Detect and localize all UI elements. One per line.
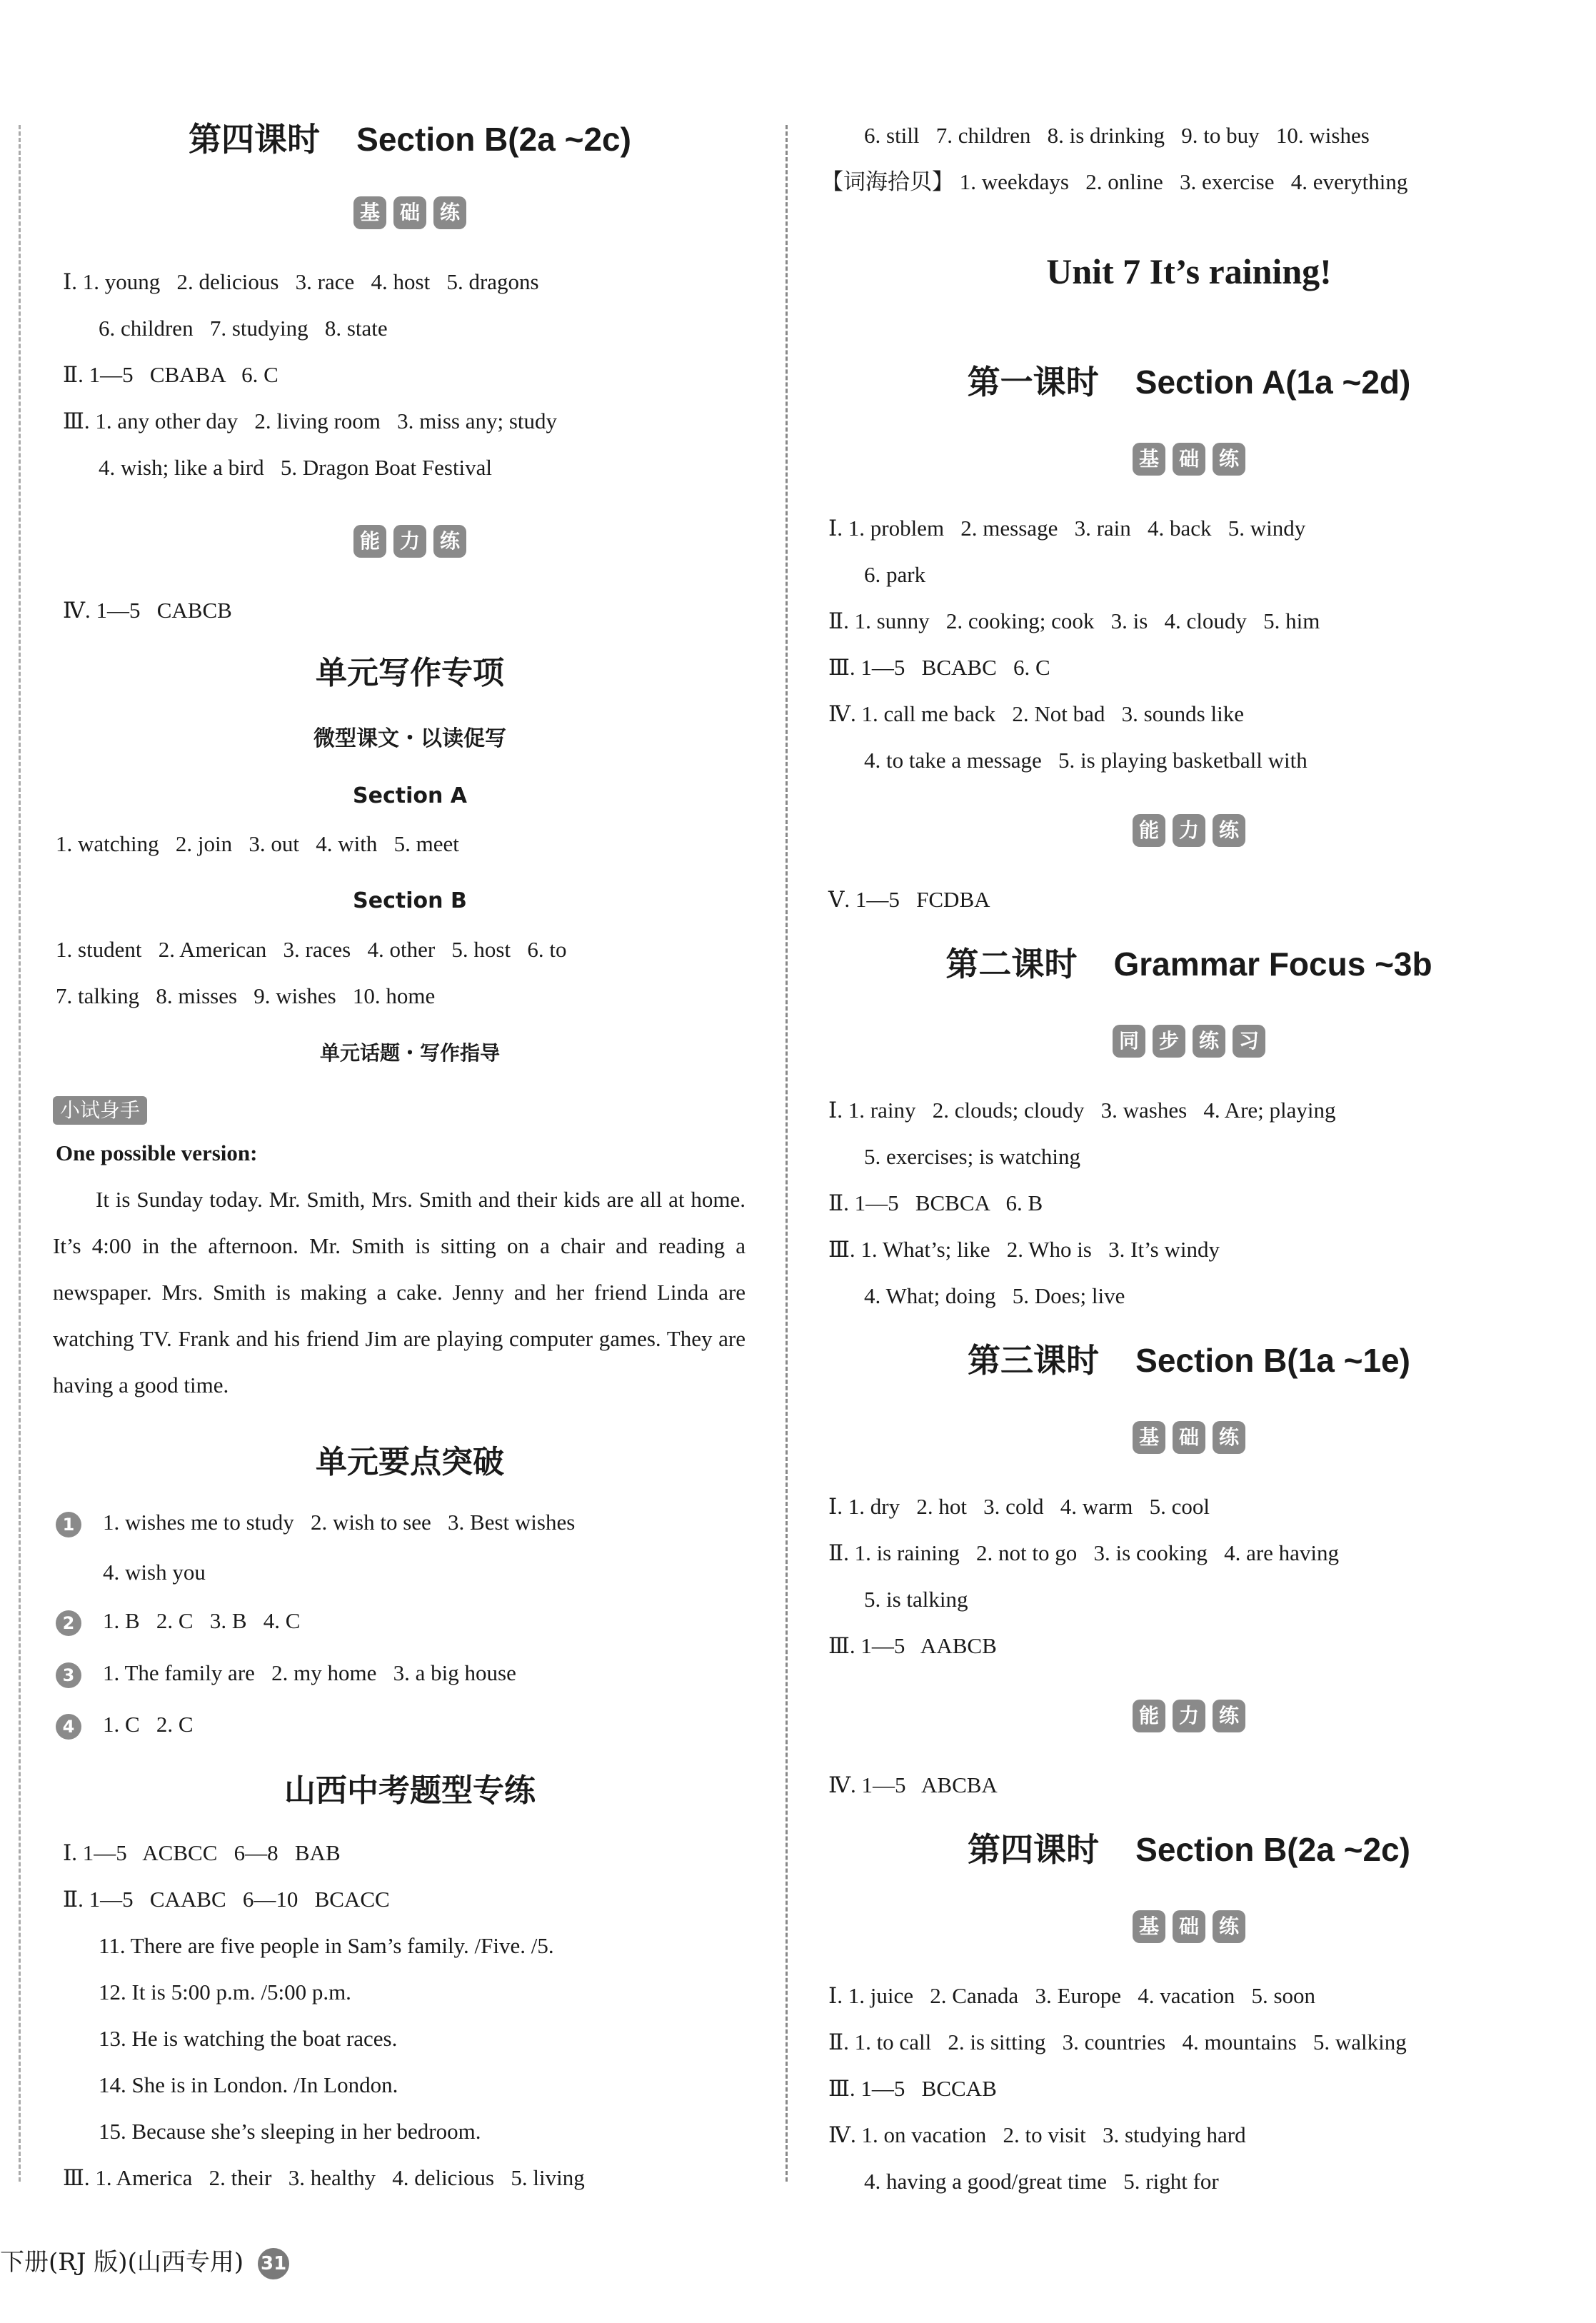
lesson-title: 第二课时 Grammar Focus ~3b (945, 945, 1432, 983)
answer-line: Ⅰ. 1. rainy 2. clouds; cloudy 3. washes 4. Are; playing (828, 1098, 1336, 1123)
answer-line: Ⅰ. 1. young 2. delicious 3. race 4. host 5. dragons (63, 269, 539, 294)
answer-line: 11. There are five people in Sam’s family. /Five. /5. (99, 1933, 554, 1958)
answer-line: Ⅴ. 1—5 FCDBA (828, 887, 990, 912)
answer-line: 5. is talking (864, 1587, 968, 1612)
answer-line: Ⅲ. 1—5 BCCAB (828, 2076, 997, 2101)
key-point-row: 4. wish you (103, 1560, 206, 1585)
answer-line: 14. She is in London. /In London. (99, 2072, 398, 2097)
answer-line: Ⅳ. 1. on vacation 2. to visit 3. studying hard (828, 2122, 1246, 2147)
answer-line: Ⅰ. 1. problem 2. message 3. rain 4. back 5. windy (828, 516, 1306, 541)
ability-practice-badge: 能 力 练 (53, 525, 767, 561)
topic-subtitle: 单元话题・写作指导 (319, 1041, 500, 1065)
answer-line: Ⅱ. 1—5 CBABA 6. C (63, 362, 278, 387)
key-point-row: 2 1. B 2. C 3. B 4. C (56, 1607, 300, 1636)
answer-line: Ⅱ. 1. sunny 2. cooking; cook 3. is 4. cloudy 5. him (828, 608, 1320, 633)
basic-practice-badge: 基 础 练 (821, 1421, 1557, 1457)
basic-practice-badge: 基 础 练 (821, 1910, 1557, 1946)
answer-line: Ⅱ. 1—5 CAABC 6—10 BCACC (63, 1887, 390, 1912)
unit-title: Unit 7 It’s raining! (1046, 251, 1332, 291)
basic-practice-badge: 基 础 练 (53, 196, 767, 232)
answer-line: 6. children 7. studying 8. state (99, 316, 388, 341)
section-b-label: Section B (353, 888, 467, 913)
answer-line: Ⅰ. 1—5 ACBCC 6—8 BAB (63, 1840, 341, 1865)
footer-text: 下册(RJ 版)(山西专用) (0, 2248, 244, 2277)
sync-practice-badge: 同 步 练 习 (821, 1025, 1557, 1060)
page-number: 31 (258, 2248, 289, 2279)
answer-line: Ⅲ. 1. any other day 2. living room 3. miss any; study (63, 408, 558, 433)
answer-line: 4. wish; like a bird 5. Dragon Boat Festival (99, 455, 493, 480)
answer-line: Ⅳ. 1. call me back 2. Not bad 3. sounds like (828, 701, 1244, 726)
number-circle: 1 (56, 1512, 81, 1537)
ability-practice-badge: 能 力 练 (821, 1700, 1557, 1735)
ability-practice-badge: 能 力 练 (821, 814, 1557, 850)
answer-line: Ⅱ. 1—5 BCBCA 6. B (828, 1190, 1043, 1215)
number-circle: 2 (56, 1610, 81, 1636)
key-points-title: 单元要点突破 (316, 1444, 504, 1480)
answer-line: Ⅱ. 1. is raining 2. not to go 3. is cooking 4. are having (828, 1540, 1340, 1565)
lesson-title: 第一课时 Section A(1a ~2d) (967, 363, 1411, 401)
basic-practice-badge: 基 础 练 (821, 443, 1557, 478)
writing-section-title: 单元写作专项 (316, 655, 504, 691)
answer-line: Ⅲ. 1—5 BCABC 6. C (828, 655, 1050, 680)
number-circle: 4 (56, 1714, 81, 1740)
page-footer (0, 2242, 289, 2279)
answer-line: 1. student 2. American 3. races 4. other 5. host 6. to (56, 937, 567, 962)
answer-line: Ⅳ. 1—5 ABCBA (828, 1772, 998, 1797)
answer-line: Ⅳ. 1—5 CABCB (63, 598, 232, 623)
answer-line: Ⅰ. 1. dry 2. hot 3. cold 4. warm 5. cool (828, 1494, 1210, 1519)
answer-line: 12. It is 5:00 p.m. /5:00 p.m. (99, 1980, 351, 2005)
lesson-title: 第四课时 Section B(2a ~2c) (968, 1831, 1410, 1868)
key-point-row: 1 1. wishes me to study 2. wish to see 3. Best wishes (56, 1508, 575, 1537)
answer-line: 【词海拾贝】 1. weekdays 2. online 3. exercise 4. everything (821, 169, 1408, 194)
answer-line: 1. watching 2. join 3. out 4. with 5. meet (56, 831, 459, 856)
answer-line: 4. to take a message 5. is playing basketball with (864, 748, 1308, 773)
column-divider (786, 125, 788, 2182)
answer-line: 6. park (864, 562, 926, 587)
answer-line: 4. having a good/great time 5. right for (864, 2169, 1219, 2194)
lesson-title: 第四课时 Section B(2a ~2c) (189, 121, 631, 158)
answer-line: Ⅱ. 1. to call 2. is sitting 3. countries 4. mountains 5. walking (828, 2030, 1407, 2054)
answer-line: 13. He is watching the boat races. (99, 2026, 398, 2051)
answer-line: 15. Because she’s sleeping in her bedroom. (99, 2119, 481, 2144)
try-it-tag: 小试身手 (53, 1096, 147, 1125)
answer-line: Ⅲ. 1. What’s; like 2. Who is 3. It’s windy (828, 1237, 1220, 1262)
answer-line: 4. What; doing 5. Does; live (864, 1283, 1125, 1308)
section-a-label: Section A (353, 783, 467, 808)
sample-essay: It is Sunday today. Mr. Smith, Mrs. Smith and their kids are all at home. It’s 4:00 in the afternoon. Mr. Smith is sitting on a chair and reading a newspaper. Mrs. Smith is making a cake. Jenny and her friend Linda are watching TV. Frank and his friend Jim are playing computer games. They are having a good time. (53, 1187, 746, 1398)
answer-line: Ⅰ. 1. juice 2. Canada 3. Europe 4. vacation 5. soon (828, 1983, 1316, 2008)
shanxi-practice-title: 山西中考题型专练 (284, 1772, 536, 1809)
answer-line: 6. still 7. children 8. is drinking 9. to buy 10. wishes (864, 123, 1370, 148)
answer-line: 5. exercises; is watching (864, 1144, 1081, 1169)
writing-subtitle: 微型课文・以读促写 (313, 726, 506, 751)
left-edge-divider (19, 125, 21, 2182)
answer-line: 7. talking 8. misses 9. wishes 10. home (56, 983, 436, 1008)
lesson-title: 第三课时 Section B(1a ~1e) (968, 1342, 1410, 1379)
answer-line: Ⅲ. 1. America 2. their 3. healthy 4. delicious 5. living (63, 2165, 585, 2190)
key-point-row: 4 1. C 2. C (56, 1710, 194, 1740)
number-circle: 3 (56, 1662, 81, 1688)
answer-line: Ⅲ. 1—5 AABCB (828, 1633, 997, 1658)
possible-version-label: One possible version: (56, 1140, 258, 1165)
key-point-row: 3 1. The family are 2. my home 3. a big house (56, 1659, 516, 1688)
